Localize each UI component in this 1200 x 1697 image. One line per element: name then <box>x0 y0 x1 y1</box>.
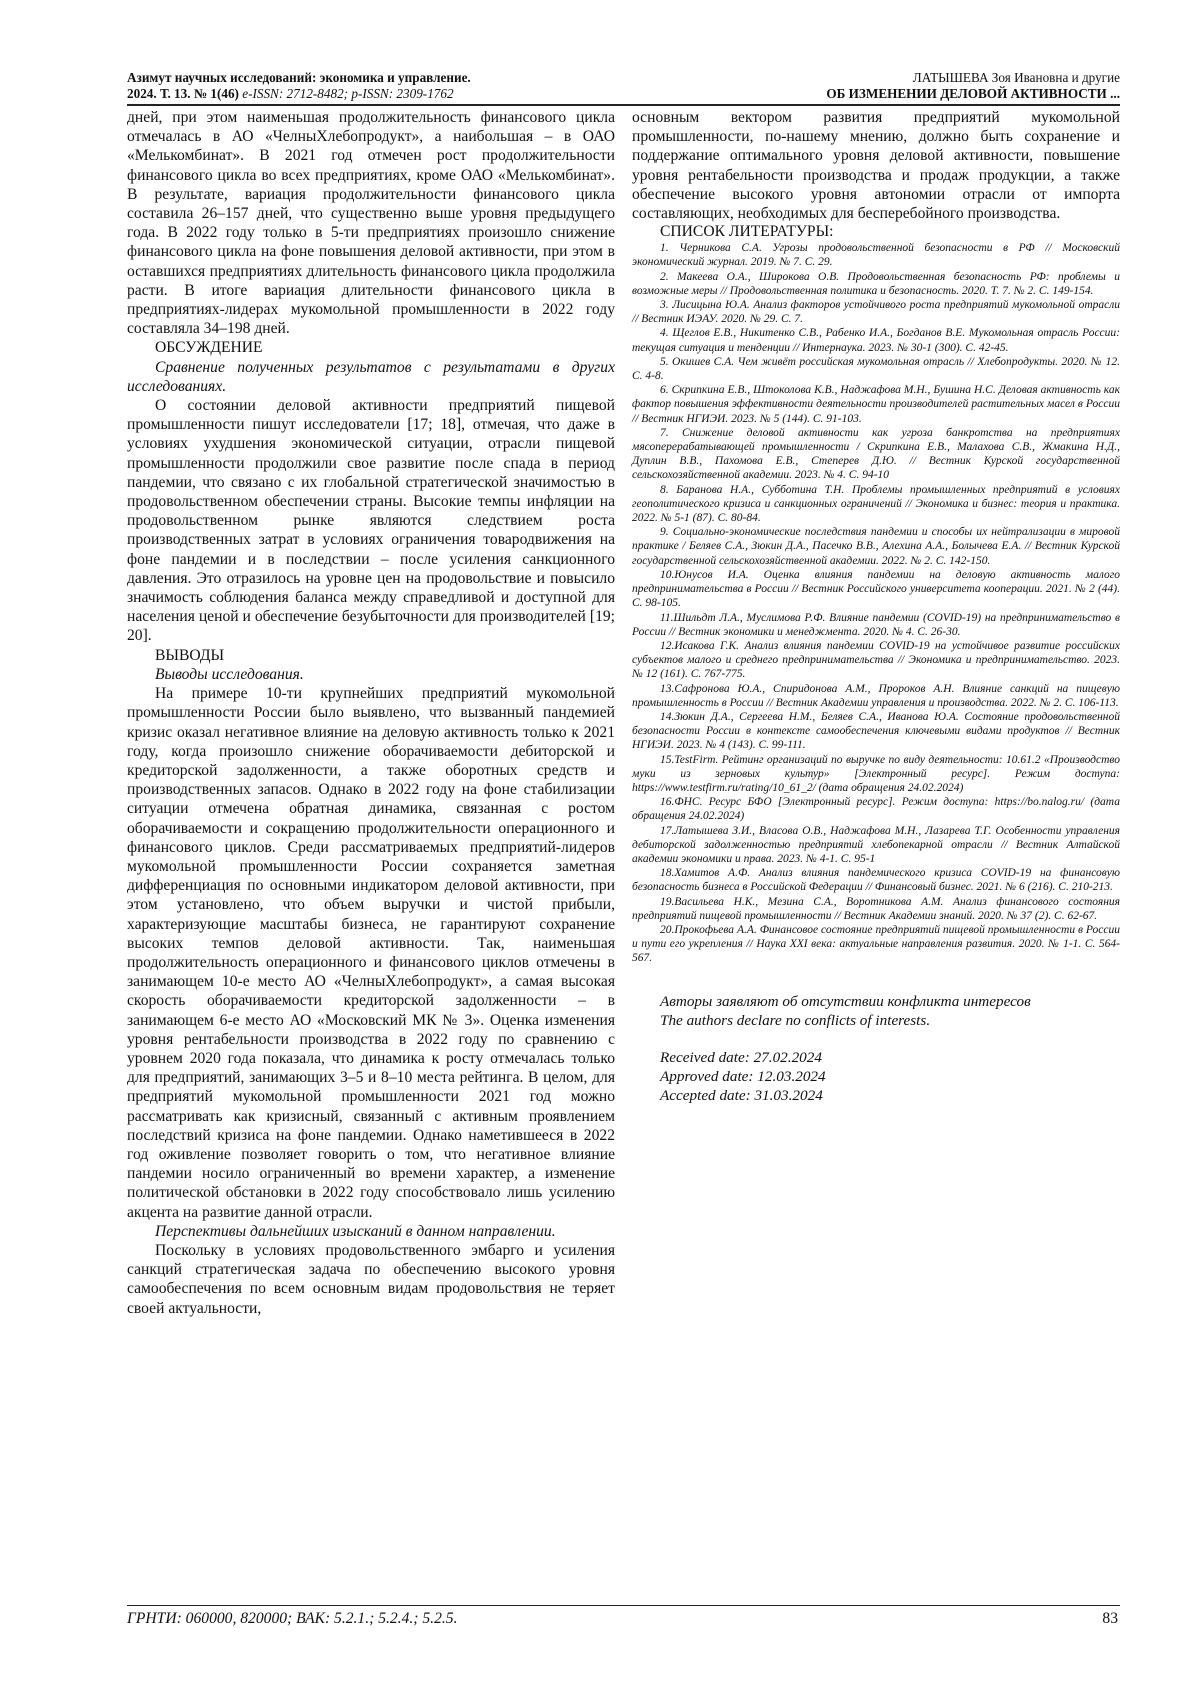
conflict-statement <box>632 992 1120 1030</box>
reference-item: 15.TestFirm. Рейтинг организаций по выручке по виду деятельности: 10.61.2 «Производство муки из зерновых культур» [Электронный ресурс]. Режим доступа: https://www.testfirm.ru/rating/10_61_2/ (дата обращения 24.02.2024) <box>632 753 1120 794</box>
subheading: Выводы исследования. <box>155 665 304 683</box>
header-rule <box>127 104 1120 106</box>
received-date: Received date: 27.02.2024 <box>660 1048 822 1066</box>
paragraph: О состоянии деловой активности предприятий пищевой промышленности пишут исследователи [17; 18], отмечая, что даже в условиях ухудшения экономической ситуации, отрасли пищевой промышленности продолжили свое развитие после спада в период пандемии, что связано с их глобальной стратегической значимостью в продовольственном обеспечении страны. Высокие темпы инфляции на продовольственном рынке являются следствием роста производственных затрат в условиях ограничения товародвижения на фоне пандемии и в последствии – после усиления санкционного давления. Это отразилось на уровне цен на продовольствие и повысило значимость соблюдения баланса между справедливой и доступной для населения ценой и обеспечение безубыточности для производителей [19; 20]. <box>127 397 615 645</box>
article-header <box>700 70 1120 102</box>
issue-number: 2024. Т. 13. № 1(46) <box>127 86 239 101</box>
article-running-title: ОБ ИЗМЕНЕНИИ ДЕЛОВОЙ АКТИВНОСТИ ... <box>826 86 1120 101</box>
reference-item: 13.Сафронова Ю.А., Спиридонова А.М., Пророков А.Н. Влияние санкций на пищевую промышленность в России // Вестник Академии управления и производства. 2022. № 2. С. 106-113. <box>632 682 1120 709</box>
reference-item: 18.Хамитов А.Ф. Анализ влияния пандемического кризиса COVID-19 на финансовую безопасность бизнеса в Российской Федерации // Финансовый бизнес. 2021. № 6 (216). С. 210-213. <box>632 867 1120 894</box>
paragraph: Поскольку в условиях продовольственного эмбарго и усиления санкций стратегическая задача по обеспечению высокого уровня самообеспечения по всем основным видам продовольствия не теряет своей актуальности, <box>127 1241 615 1317</box>
reference-item: 11.Шильдт Л.А., Муслимова Р.Ф. Влияние пандемии (COVID-19) на предпринимательство в России // Вестник экономики и менеджмента. 2020. № 4. С. 26-30. <box>632 611 1120 638</box>
reference-item: 10.Юнусов И.А. Оценка влияния пандемии на деловую активность малого предпринимательства в России // Вестник Российского университета кооперации. 2021. № 2 (44). С. 98-105. <box>632 568 1120 610</box>
references-heading: СПИСОК ЛИТЕРАТУРЫ: <box>660 223 834 241</box>
subheading: Перспективы дальнейших изысканий в данном направлении. <box>155 1222 556 1240</box>
reference-item: 2. Макеева О.А., Широкова О.В. Продовольственная безопасность РФ: проблемы и возможные меры // Продовольственная политика и безопасность. 2020. Т. 7. № 2. С. 149-154. <box>632 270 1120 297</box>
reference-item: 14.Зюкин Д.А., Сергеева Н.М., Беляев С.А., Иванова Ю.А. Состояние продовольственной безопасности России в контексте самообеспечения ключевыми видами продуктов // Вестник НГИЭИ. 2023. № 4 (143). С. 99-111. <box>632 710 1120 752</box>
reference-item: 3. Лисицына Ю.А. Анализ факторов устойчивого роста предприятий мукомольной отрасли // Вестник ИЭАУ. 2020. № 29. С. 7. <box>632 299 1120 326</box>
reference-item: 4. Щеглов Е.В., Никитенко С.В., Рабенко И.А., Богданов В.Е. Мукомольная отрасль России: текущая ситуация и тенденции // Интернаука. 2023. № 30-1 (300). С. 42-45. <box>632 327 1120 354</box>
reference-item: 9. Социально-экономические последствия пандемии и способы их нейтрализации в мировой практике / Беляев С.А., Зюкин Д.А., Пасечко В.В., Алехина А.А., Болычева Е.А. // Вестник Курской государственной сельскохозяйственной академии. 2022. № 2. С. 142-150. <box>632 526 1120 567</box>
reference-item: 6. Скрипкина Е.В., Штоколова К.В., Наджафова М.Н., Бушина Н.С. Деловая активность как фактор повышения эффективности деятельности производителей растительных масел в России // Вестник НГИЭИ. 2023. № 5 (144). С. 91-103. <box>632 384 1120 425</box>
footer-rule <box>127 1605 1120 1606</box>
article-authors: ЛАТЫШЕВА Зоя Ивановна и другие <box>912 70 1120 85</box>
approved-date: Approved date: 12.03.2024 <box>660 1067 826 1085</box>
reference-item: 20.Прокофьева А.А. Финансовое состояние предприятий пищевой промышленности в России и пути его укрепления // Наука XXI века: актуальные направления развития. 2020. № 1-1. С. 564-567. <box>632 923 1120 965</box>
paragraph: На примере 10-ти крупнейших предприятий мукомольной промышленности России было выявлено, что вызванный пандемией кризис оказал негативное влияние на деловую активность только к 2021 году, когда произошло снижение оборачиваемости дебиторской и кредиторской задолженности, а также оборотных средств и производственных запасов. Однако в 2022 году на фоне стабилизации ситуации отмечена обратная динамика, связанная с ростом оборачиваемости и сокращению продолжительности операционного и финансового циклов. Среди рассматриваемых предприятий-лидеров мукомольной промышленности России сохраняется заметная дифференциация по основными индикатором деловой активности, при этом установлено, что объем выручки и чистой прибыли, характеризующие масштабы бизнеса, не гарантируют сохранение высоких темпов деловой активности. Так, наименьшая продолжительность операционного и финансового циклов отмечены в занимающем 10-е место АО «ЧелныХлебопродукт», а самая высокая скорость оборачиваемости кредиторской задолженности – в занимающем 6-е место АО «Московский МК № 3». Оценка изменения уровня рентабельности производства в 2022 году по сравнению с уровнем 2020 года показала, что динамика к росту отмечалась только для предприятий, занимающих 3–5 и 8–10 места рейтинга. В целом, для предприятий мукомольной промышленности 2021 год можно рассматривать как кризисный, связанный с активным проявлением последствий кризиса на фоне пандемии. Однако наметившееся в 2022 год оживление позволяет говорить о том, что негативное влияние пандемии носило ограниченный во времени характер, а изменение политической обстановки в 2022 году способствовало лишь усилению акцента на развитие данной отрасли. <box>127 685 615 1221</box>
journal-header <box>127 70 647 102</box>
reference-item: 7. Снижение деловой активности как угроза банкротства на предприятиях мясоперерабатывающей промышленности / Скрипкина Е.В., Малахова С.В., Жмакина Н.Д., Дуплин В.В., Пахомова Е.В., Степерев Д.Ю. // Вестник Курской государственной сельскохозяйственной академии. 2023. № 4. С. 94-10 <box>632 426 1120 482</box>
accepted-date: Accepted date: 31.03.2024 <box>660 1086 823 1104</box>
conflict-statement-ru: Авторы заявляют об отсутствии конфликта интересов <box>660 992 1031 1010</box>
reference-item: 1. Черникова С.А. Угрозы продовольственной безопасности в РФ // Московский экономический журнал. 2019. № 7. С. 29. <box>632 242 1120 269</box>
reference-item: 12.Исакова Г.К. Анализ влияния пандемии COVID-19 на устойчивое развитие российских субъектов малого и среднего предпринимательства // Экономика и предпринимательство. 2023. № 12 (161). С. 767-775. <box>632 639 1120 681</box>
issn: e-ISSN: 2712-8482; p-ISSN: 2309-1762 <box>238 86 454 101</box>
section-heading-conclusions: ВЫВОДЫ <box>155 646 225 664</box>
reference-list <box>632 241 1120 965</box>
conflict-statement-en: The authors declare no conflicts of interests. <box>660 1011 931 1029</box>
reference-item: 5. Окишев С.А. Чем живёт российская мукомольная отрасль // Хлебопродукты. 2020. № 12. С. 4-8. <box>632 355 1120 383</box>
reference-item: 19.Васильева Н.К., Мезина С.А., Воротникова А.М. Анализ финансового состояния предприятий пищевой промышленности // Вестник Академии знаний. 2020. № 37 (2). С. 62-67. <box>632 895 1120 922</box>
right-column <box>632 108 1120 1105</box>
paragraph: основным вектором развития предприятий мукомольной промышленности, по-нашему мнению, должно быть сохранение и поддержание оптимального уровня деловой активности, повышение уровня рентабельности производства и продаж продукции, а также обеспечение высокого уровня автономии отрасли от импорта составляющих, необходимых для бесперебойного производства. <box>632 109 1120 223</box>
section-heading-discussion: ОБСУЖДЕНИЕ <box>155 339 263 357</box>
article-dates <box>632 1048 1120 1105</box>
left-column <box>127 108 615 1318</box>
reference-item: 8. Баранова Н.А., Субботина Т.Н. Проблемы промышленных предприятий в условиях геополитического кризиса и санкционных ограничений // Экономика и бизнес: теория и практика. 2022. № 5-1 (87). С. 80-84. <box>632 483 1120 525</box>
paragraph: дней, при этом наименьшая продолжительность финансового цикла отмечалась в АО «ЧелныХлебопродукт», а наибольшая – в ОАО «Мелькомбинат». В 2021 год отмечен рост продолжительности финансового цикла во всех предприятиях, кроме ОАО «Мелькомбинат». В результате, вариация продолжительности финансового цикла составила 26–157 дней, что существенно выше уровня предыдущего года. В 2022 году только в 5-ти предприятиях произошло снижение финансового цикла на фоне повышения деловой активности, при этом в оставшихся предприятиях длительность финансового цикла продолжила расти. В итоге вариация длительности финансового цикла в предприятиях-лидерах мукомольной промышленности в 2022 году составляла 34–198 дней. <box>127 109 615 338</box>
classification-codes: ГРНТИ: 060000, 820000; ВАК: 5.2.1.; 5.2.4.; 5.2.5. <box>127 1610 458 1627</box>
page-number: 83 <box>1102 1610 1118 1627</box>
reference-item: 16.ФНС. Ресурс БФО [Электронный ресурс]. Режим доступа: https://bo.nalog.ru/ (дата обращения 24.02.2024) <box>632 796 1120 823</box>
journal-name: Азимут научных исследований: экономика и управление. <box>127 70 471 85</box>
reference-item: 17.Латышева З.И., Власова О.В., Наджафова М.Н., Лазарева Т.Г. Особенности управления дебиторской задолженностью предприятий хлебопекарной отрасли // Вестник Алтайской академии экономики и права. 2023. № 4-1. С. 95-1 <box>632 824 1120 865</box>
subheading: Сравнение полученных результатов с результатами в других исследованиях. <box>127 358 615 395</box>
journal-issue <box>127 86 647 102</box>
